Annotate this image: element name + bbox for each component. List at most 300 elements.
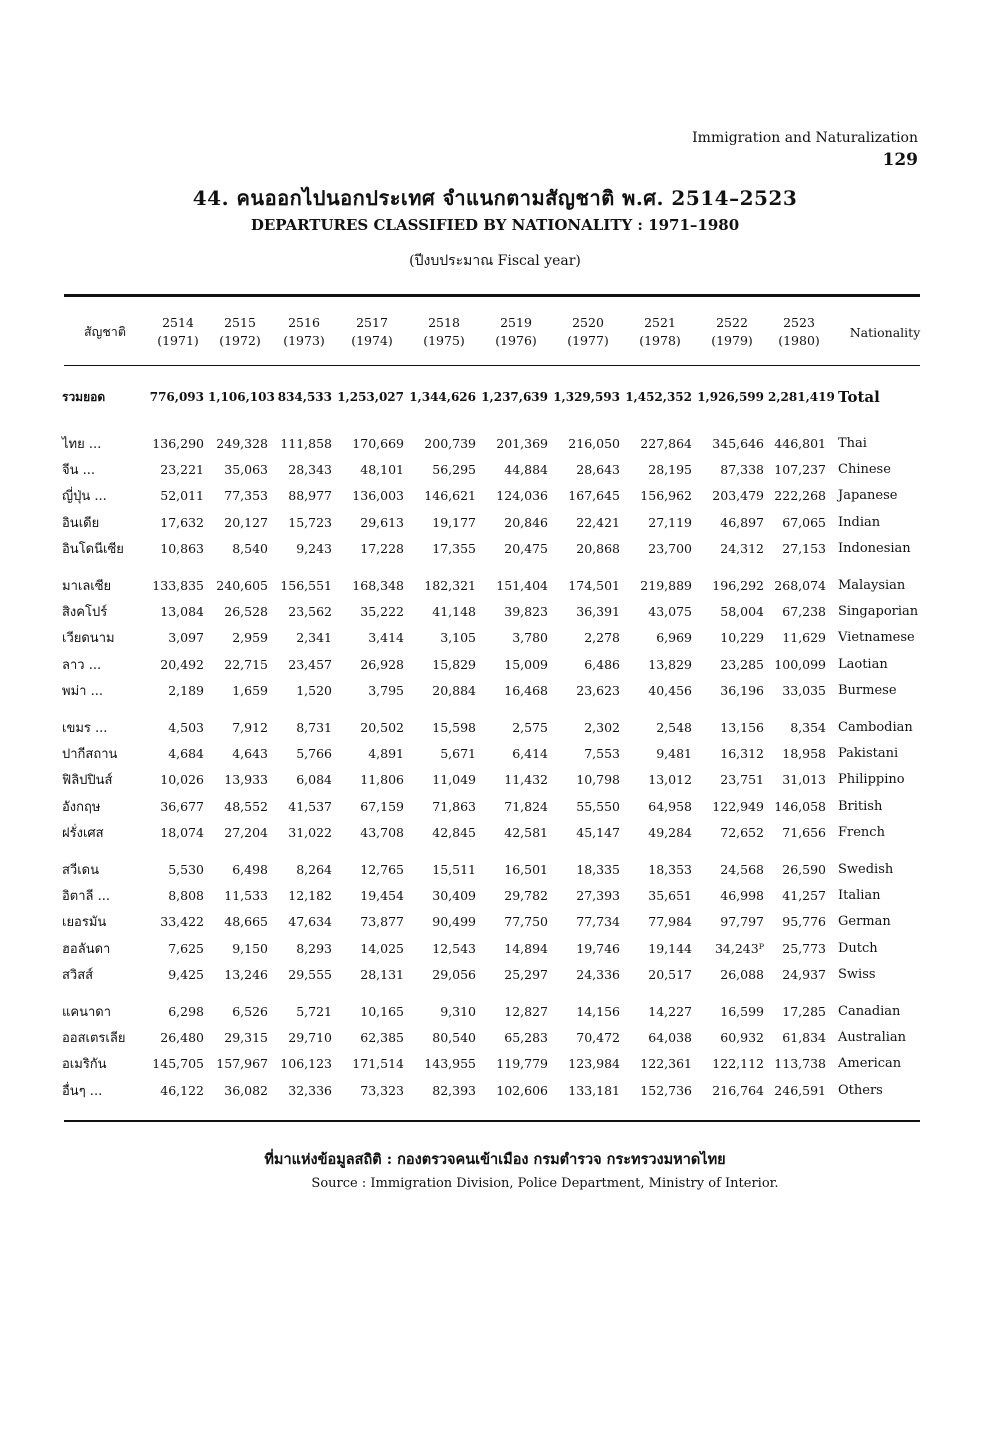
- table-cell: 80,540: [432, 1029, 476, 1045]
- table-cell: 2,278: [584, 630, 620, 646]
- table-cell: 168,348: [352, 577, 404, 593]
- table-cell: 41,537: [288, 798, 332, 814]
- table-cell: 26,088: [720, 967, 764, 983]
- table-cell: 6,298: [168, 1003, 204, 1019]
- table-cell: 23,623: [576, 683, 620, 699]
- table-cell: 151,404: [496, 577, 548, 593]
- table-cell: 42,581: [504, 825, 548, 841]
- table-cell: 136,290: [152, 435, 204, 451]
- table-cell: 19,177: [432, 514, 476, 530]
- table-cell: 11,629: [782, 630, 826, 646]
- table-cell: 77,984: [648, 914, 692, 930]
- table-cell: 97,797: [720, 914, 764, 930]
- table-cell: 113,738: [774, 1056, 826, 1072]
- table-cell: 52,011: [160, 488, 204, 504]
- row-label-english: Australian: [838, 1029, 907, 1045]
- table-cell: 35,651: [648, 887, 692, 903]
- table-cell: 46,122: [160, 1082, 204, 1098]
- table-cell: 87,338: [720, 462, 764, 478]
- table-cell: 56,295: [432, 462, 476, 478]
- table-cell: 6,084: [296, 772, 332, 788]
- table-cell: 28,343: [288, 462, 332, 478]
- table-cell: 29,710: [288, 1029, 332, 1045]
- table-row: [62, 572, 932, 598]
- table-cell: 182,321: [424, 577, 476, 593]
- table-cell: 48,552: [224, 798, 268, 814]
- table-row: [62, 856, 932, 882]
- top-rule: [64, 294, 920, 297]
- row-label-thai: ไทย ...: [62, 436, 102, 452]
- year-ce: (1976): [495, 333, 537, 348]
- table-cell: 124,036: [496, 488, 548, 504]
- table-row: [62, 430, 932, 456]
- table-cell: 17,632: [160, 514, 204, 530]
- table-cell: 17,228: [360, 541, 404, 557]
- table-cell: 71,824: [504, 798, 548, 814]
- table-cell: 1,344,626: [409, 390, 476, 404]
- table-cell: 8,731: [296, 719, 332, 735]
- table-cell: 23,700: [648, 541, 692, 557]
- row-label-thai: แคนาดา: [62, 1004, 112, 1020]
- year-ce: (1972): [219, 333, 261, 348]
- table-cell: 24,568: [720, 861, 764, 877]
- row-label-thai: ออสเตรเลีย: [62, 1030, 126, 1046]
- row-label-thai: อเมริกัน: [62, 1057, 107, 1073]
- table-cell: 41,148: [432, 604, 476, 620]
- table-row: [62, 1024, 932, 1050]
- year-ce: (1975): [423, 333, 465, 348]
- table-cell: 29,555: [288, 967, 332, 983]
- row-label-thai: อิตาลี ...: [62, 888, 111, 904]
- table-row: [62, 456, 932, 482]
- row-label-thai: ฮอลันดา: [62, 941, 111, 957]
- table-cell: 216,764: [712, 1082, 764, 1098]
- group-spacer: [62, 562, 932, 572]
- table-cell: 1,659: [232, 683, 268, 699]
- table-cell: 41,257: [782, 887, 826, 903]
- table-cell: 73,323: [360, 1082, 404, 1098]
- header-year: [552, 300, 624, 364]
- table-cell: 6,969: [656, 630, 692, 646]
- row-label-english: Singaporian: [838, 604, 919, 620]
- table-cell: 446,801: [774, 435, 826, 451]
- table-cell: 2,341: [296, 630, 332, 646]
- row-label-thai: จีน ...: [62, 463, 96, 479]
- table-cell: 203,479: [712, 488, 764, 504]
- table-cell: 9,243: [296, 541, 332, 557]
- table-cell: 36,196: [720, 683, 764, 699]
- table-row: [62, 651, 932, 677]
- table-row: [62, 882, 932, 908]
- year-be: 2519: [500, 315, 532, 330]
- table-cell: 15,598: [432, 719, 476, 735]
- table-cell: 6,498: [232, 861, 268, 877]
- table-cell: 34,243ᴾ: [714, 940, 764, 956]
- table-row: [62, 536, 932, 562]
- table-cell: 26,528: [224, 604, 268, 620]
- table-cell: 23,751: [720, 772, 764, 788]
- table-cell: 15,009: [504, 656, 548, 672]
- row-label-english: Philippino: [838, 772, 905, 788]
- table-cell: 19,746: [576, 940, 620, 956]
- table-cell: 23,285: [720, 656, 764, 672]
- header-year: [408, 300, 480, 364]
- table-cell: 10,229: [720, 630, 764, 646]
- table-cell: 29,782: [504, 887, 548, 903]
- table-cell: 122,361: [640, 1056, 692, 1072]
- group-spacer-cell: [62, 704, 932, 714]
- table-cell: 167,645: [568, 488, 620, 504]
- table-cell: 2,189: [168, 683, 204, 699]
- table-cell: 24,937: [782, 967, 826, 983]
- table-cell: 143,955: [424, 1056, 476, 1072]
- table-row: [62, 740, 932, 766]
- table-cell: 31,022: [288, 825, 332, 841]
- table-cell: 33,035: [782, 683, 826, 699]
- row-label-thai: เวียดนาม: [62, 631, 115, 647]
- year-be: 2517: [356, 315, 388, 330]
- table-cell: 171,514: [352, 1056, 404, 1072]
- table-cell: 10,863: [160, 541, 204, 557]
- table-cell: 7,625: [168, 940, 204, 956]
- table-cell: 27,119: [648, 514, 692, 530]
- row-label-thai: มาเลเซีย: [62, 578, 112, 594]
- source-english: Source : Immigration Division, Police Department, Ministry of Interior.: [311, 1176, 779, 1191]
- table-cell: 102,606: [496, 1082, 548, 1098]
- table-cell: 65,283: [504, 1029, 548, 1045]
- table-cell: 2,281,419: [768, 390, 835, 404]
- table-cell: 26,590: [782, 861, 826, 877]
- table-cell: 25,297: [504, 967, 548, 983]
- table-cell: 20,475: [504, 541, 548, 557]
- table-subtitle: (ปีงบประมาณ Fiscal year): [409, 253, 581, 269]
- table-cell: 22,715: [224, 656, 268, 672]
- table-cell: 249,328: [216, 435, 268, 451]
- table-cell: 27,153: [782, 541, 826, 557]
- table-cell: 8,808: [168, 887, 204, 903]
- header-year: [768, 300, 830, 364]
- table-cell: 58,004: [720, 604, 764, 620]
- table-cell: 16,501: [504, 861, 548, 877]
- row-label-english: Pakistani: [838, 745, 899, 761]
- table-title-english: DEPARTURES CLASSIFIED BY NATIONALITY : 1971–1980: [250, 216, 740, 234]
- row-label-english: Vietnamese: [838, 630, 915, 646]
- row-label-english: Indonesian: [838, 541, 911, 557]
- row-label-english: Japanese: [838, 488, 898, 504]
- row-label-english: Cambodian: [838, 719, 913, 735]
- table-cell: 156,962: [640, 488, 692, 504]
- header-nationality-english: Nationality: [849, 324, 921, 340]
- row-label-thai: สวีเดน: [62, 862, 100, 878]
- header-year: [148, 300, 208, 364]
- table-cell: 82,393: [432, 1082, 476, 1098]
- page-number: 129: [882, 150, 918, 170]
- table-cell: 240,605: [216, 577, 268, 593]
- table-cell: 200,739: [424, 435, 476, 451]
- bottom-rule: [64, 1120, 920, 1122]
- row-label-thai: อินโดนีเซีย: [62, 542, 124, 558]
- table-row: [62, 961, 932, 987]
- table-cell: 29,613: [360, 514, 404, 530]
- table-cell: 14,894: [504, 940, 548, 956]
- table-cell: 106,123: [280, 1056, 332, 1072]
- year-be: 2516: [288, 315, 320, 330]
- row-label-english: Swedish: [838, 861, 894, 877]
- table-cell: 8,293: [296, 940, 332, 956]
- total-row: [62, 364, 932, 430]
- table-cell: 26,480: [160, 1029, 204, 1045]
- table-cell: 90,499: [432, 914, 476, 930]
- table-cell: 36,677: [160, 798, 204, 814]
- row-label-thai: สวิสส์: [62, 968, 94, 984]
- table-cell: 23,221: [160, 462, 204, 478]
- table-row: [62, 714, 932, 740]
- table-cell: 26,928: [360, 656, 404, 672]
- table-row: [62, 998, 932, 1024]
- table-row: [62, 678, 932, 704]
- table-cell: 5,671: [440, 745, 476, 761]
- table-cell: 43,708: [360, 825, 404, 841]
- table-cell: 18,958: [782, 745, 826, 761]
- row-label-english: Canadian: [838, 1003, 901, 1019]
- table-cell: 48,665: [224, 914, 268, 930]
- year-ce: (1980): [778, 333, 820, 348]
- row-label-thai: ญี่ปุ่น ...: [62, 489, 107, 505]
- table-cell: 13,933: [224, 772, 268, 788]
- row-label-english: Chinese: [838, 462, 891, 478]
- table-cell: 1,106,103: [208, 390, 275, 404]
- table-cell: 10,165: [360, 1003, 404, 1019]
- row-label-thai: อินเดีย: [62, 515, 100, 531]
- header-year: [480, 300, 552, 364]
- year-ce: (1977): [567, 333, 609, 348]
- table-cell: 12,827: [504, 1003, 548, 1019]
- table-cell: 71,863: [432, 798, 476, 814]
- year-be: 2522: [716, 315, 748, 330]
- table-row: [62, 1051, 932, 1077]
- table-cell: 123,984: [568, 1056, 620, 1072]
- table-cell: 39,823: [504, 604, 548, 620]
- table-cell: 100,099: [774, 656, 826, 672]
- table-cell: 1,926,599: [697, 390, 764, 404]
- row-label-thai: ฟิลิปปินส์: [62, 773, 113, 789]
- table-row: [62, 767, 932, 793]
- table-cell: 28,195: [648, 462, 692, 478]
- group-spacer: [62, 988, 932, 998]
- row-label-english: Swiss: [838, 967, 876, 983]
- table-cell: 55,550: [576, 798, 620, 814]
- header-year: [696, 300, 768, 364]
- table-cell: 12,543: [432, 940, 476, 956]
- table-cell: 29,315: [224, 1029, 268, 1045]
- table-cell: 60,932: [720, 1029, 764, 1045]
- row-label-english: British: [838, 798, 883, 814]
- table-cell: 17,285: [782, 1003, 826, 1019]
- table-cell: 20,517: [648, 967, 692, 983]
- table-cell: 13,156: [720, 719, 764, 735]
- table-cell: 20,884: [432, 683, 476, 699]
- table-cell: 33,422: [160, 914, 204, 930]
- year-ce: (1979): [711, 333, 753, 348]
- table-cell: 133,181: [568, 1082, 620, 1098]
- table-cell: 11,432: [504, 772, 548, 788]
- table-cell: 43,075: [648, 604, 692, 620]
- table-cell: 20,492: [160, 656, 204, 672]
- year-be: 2518: [428, 315, 460, 330]
- table-cell: 15,829: [432, 656, 476, 672]
- table-cell: 28,643: [576, 462, 620, 478]
- table-cell: 216,050: [568, 435, 620, 451]
- year-be: 2514: [162, 315, 194, 330]
- year-ce: (1978): [639, 333, 681, 348]
- header-year: [272, 300, 336, 364]
- row-label-thai: พม่า ...: [62, 684, 103, 700]
- table-cell: 25,773: [782, 940, 826, 956]
- table-cell: 11,806: [360, 772, 404, 788]
- table-cell: 20,127: [224, 514, 268, 530]
- table-cell: 8,540: [232, 541, 268, 557]
- table-row: [62, 483, 932, 509]
- table-cell: 9,425: [168, 967, 204, 983]
- table-cell: 14,156: [576, 1003, 620, 1019]
- row-label-english: German: [838, 914, 891, 930]
- year-ce: (1974): [351, 333, 393, 348]
- table-cell: 14,227: [648, 1003, 692, 1019]
- table-cell: 49,284: [648, 825, 692, 841]
- table-cell: 18,335: [576, 861, 620, 877]
- table-cell: 18,353: [648, 861, 692, 877]
- table-cell: 201,369: [496, 435, 548, 451]
- table-cell: 22,421: [576, 514, 620, 530]
- table-cell: 15,511: [432, 861, 476, 877]
- table-cell: 36,391: [576, 604, 620, 620]
- table-cell: 27,204: [224, 825, 268, 841]
- table-cell: 145,705: [152, 1056, 204, 1072]
- group-spacer: [62, 704, 932, 714]
- table-cell: 146,621: [424, 488, 476, 504]
- year-ce: (1971): [157, 333, 199, 348]
- table-cell: 111,858: [280, 435, 332, 451]
- table-cell: 16,468: [504, 683, 548, 699]
- departures-table: [62, 300, 932, 1103]
- table-cell: 122,112: [712, 1056, 764, 1072]
- table-cell: 35,063: [224, 462, 268, 478]
- table-cell: 5,766: [296, 745, 332, 761]
- table-cell: 2,302: [584, 719, 620, 735]
- table-cell: 13,012: [648, 772, 692, 788]
- table-cell: 72,652: [720, 825, 764, 841]
- table-cell: 246,591: [774, 1082, 826, 1098]
- table-cell: 64,958: [648, 798, 692, 814]
- table-cell: 44,884: [504, 462, 548, 478]
- table-cell: 88,977: [288, 488, 332, 504]
- table-cell: 4,684: [168, 745, 204, 761]
- table-cell: 46,897: [720, 514, 764, 530]
- table-cell: 174,501: [568, 577, 620, 593]
- table-cell: 3,414: [368, 630, 404, 646]
- table-cell: 1,452,352: [625, 390, 692, 404]
- table-cell: 18,074: [160, 825, 204, 841]
- table-row: [62, 909, 932, 935]
- table-row: [62, 509, 932, 535]
- table-cell: 11,049: [432, 772, 476, 788]
- group-spacer-cell: [62, 562, 932, 572]
- table-cell: 15,723: [288, 514, 332, 530]
- table-cell: 12,765: [360, 861, 404, 877]
- year-ce: (1973): [283, 333, 325, 348]
- table-cell: 13,084: [160, 604, 204, 620]
- table-cell: 10,026: [160, 772, 204, 788]
- row-label-english: Dutch: [838, 940, 878, 956]
- table-cell: 9,310: [440, 1003, 476, 1019]
- table-cell: 4,891: [368, 745, 404, 761]
- table-cell: 95,776: [782, 914, 826, 930]
- row-label-thai: ฝรั่งเศส: [62, 826, 104, 842]
- table-cell: 67,065: [782, 514, 826, 530]
- table-cell: 6,486: [584, 656, 620, 672]
- table-cell: 27,393: [576, 887, 620, 903]
- table-cell: 2,548: [656, 719, 692, 735]
- year-be: 2523: [783, 315, 815, 330]
- table-cell: 1,237,639: [481, 390, 548, 404]
- header-year: [336, 300, 408, 364]
- table-cell: 7,553: [584, 745, 620, 761]
- table-cell: 64,038: [648, 1029, 692, 1045]
- row-label-english: Thai: [838, 435, 867, 451]
- group-spacer-cell: [62, 846, 932, 856]
- table-cell: 28,131: [360, 967, 404, 983]
- table-cell: 10,798: [576, 772, 620, 788]
- table-title-thai: 44. คนออกไปนอกประเทศ จำแนกตามสัญชาติ พ.ศ. 2514–2523: [192, 186, 798, 210]
- table-cell: 222,268: [774, 488, 826, 504]
- table-cell: 42,845: [432, 825, 476, 841]
- table-cell: 70,472: [576, 1029, 620, 1045]
- table-cell: 196,292: [712, 577, 764, 593]
- table-cell: 12,182: [288, 887, 332, 903]
- table-cell: 23,562: [288, 604, 332, 620]
- table-row: [62, 793, 932, 819]
- row-label-thai: เขมร ...: [62, 720, 108, 736]
- table-cell: 6,526: [232, 1003, 268, 1019]
- table-cell: 16,312: [720, 745, 764, 761]
- row-label-thai: อังกฤษ: [62, 799, 101, 815]
- table-cell: 5,530: [168, 861, 204, 877]
- table-cell: 2,575: [512, 719, 548, 735]
- row-label-english: Others: [838, 1082, 883, 1098]
- table-row: [62, 598, 932, 624]
- table-cell: 5,721: [296, 1003, 332, 1019]
- table-cell: 31,013: [782, 772, 826, 788]
- table-cell: 9,481: [656, 745, 692, 761]
- year-be: 2521: [644, 315, 676, 330]
- row-label-thai: ปากีสถาน: [62, 746, 118, 762]
- table-cell: 13,829: [648, 656, 692, 672]
- table-cell: 3,097: [168, 630, 204, 646]
- table-cell: 14,025: [360, 940, 404, 956]
- table-cell: 48,101: [360, 462, 404, 478]
- row-label-thai: ลาว ...: [62, 657, 102, 673]
- year-be: 2520: [572, 315, 604, 330]
- table-cell: 11,533: [224, 887, 268, 903]
- table-cell: 170,669: [352, 435, 404, 451]
- table-cell: 2,959: [232, 630, 268, 646]
- table-cell: 20,846: [504, 514, 548, 530]
- table-cell: 1,329,593: [553, 390, 620, 404]
- table-row: [62, 935, 932, 961]
- table-cell: 122,949: [712, 798, 764, 814]
- row-label-english: Italian: [838, 887, 881, 903]
- table-cell: 1,253,027: [337, 390, 404, 404]
